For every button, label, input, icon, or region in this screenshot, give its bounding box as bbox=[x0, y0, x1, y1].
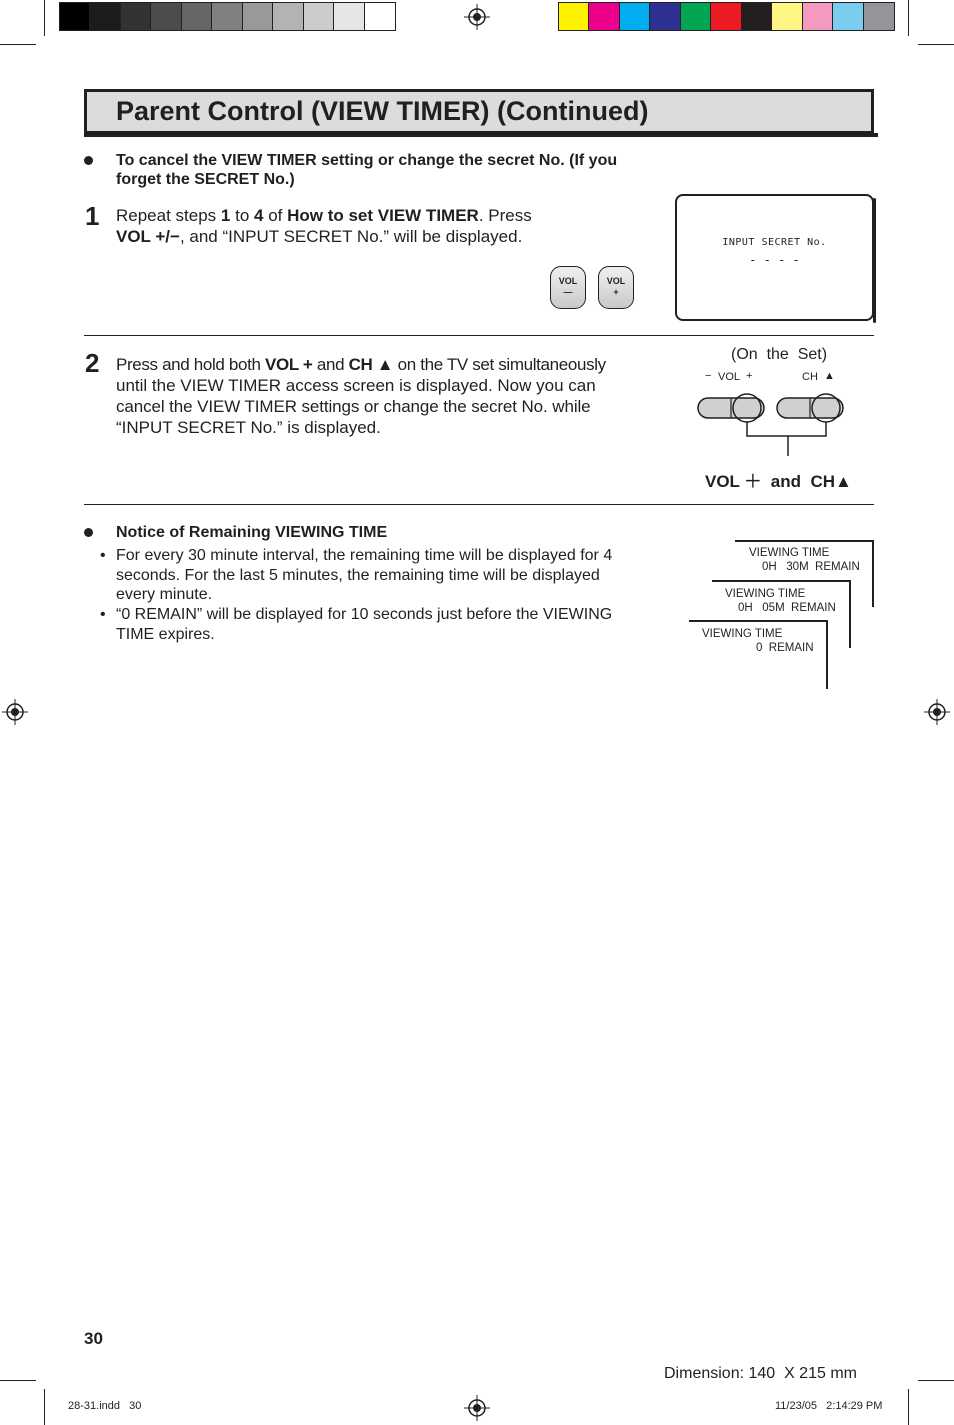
color-swatch bbox=[803, 3, 833, 30]
viewing-time-label: VIEWING TIME bbox=[749, 547, 830, 559]
color-swatch bbox=[681, 3, 711, 30]
viewing-time-remain: 0H 30M REMAIN bbox=[762, 561, 860, 573]
notice-bullet-1: • bbox=[100, 547, 106, 564]
viewing-time-box-0 bbox=[702, 627, 814, 655]
panel-ch-arrow: ▲ bbox=[824, 370, 835, 382]
vol-plus-label: VOL bbox=[606, 276, 626, 286]
box-border bbox=[712, 580, 850, 582]
dimension-note: Dimension: 140 X 215 mm bbox=[664, 1365, 857, 1382]
notice-item-2-line2: TIME expires. bbox=[116, 625, 215, 643]
crop-mark bbox=[44, 0, 45, 36]
color-swatch bbox=[772, 3, 802, 30]
step2-text bbox=[116, 354, 640, 438]
crop-mark bbox=[918, 44, 954, 45]
text-run: 4 bbox=[254, 206, 264, 225]
ch-button-pair bbox=[777, 398, 843, 418]
on-set-label: (On the Set) bbox=[731, 346, 828, 363]
text-run: Repeat steps bbox=[116, 206, 221, 225]
viewing-time-label: VIEWING TIME bbox=[702, 628, 783, 640]
viewing-time-label: VIEWING TIME bbox=[725, 588, 806, 600]
box-border bbox=[849, 580, 851, 648]
step2-caption: VOL ＋ and CH▲ bbox=[705, 472, 852, 491]
panel-vol-plus: + bbox=[746, 370, 753, 382]
registration-mark-icon bbox=[2, 699, 28, 725]
step-number: 2 bbox=[85, 348, 100, 378]
notice-item-1 bbox=[116, 546, 646, 605]
crop-mark bbox=[918, 1380, 954, 1381]
divider bbox=[84, 335, 874, 336]
color-swatch bbox=[365, 3, 395, 30]
vol-minus-button bbox=[550, 266, 586, 309]
color-swatch bbox=[559, 3, 589, 30]
box-border bbox=[689, 620, 827, 622]
bullet-icon bbox=[84, 528, 93, 537]
cancel-heading-line1: To cancel the VIEW TIMER setting or change the secret No. (If you bbox=[116, 152, 618, 169]
color-swatch bbox=[833, 3, 863, 30]
color-swatch bbox=[334, 3, 364, 30]
text-run: , and “INPUT SECRET No.” will be displayed. bbox=[179, 227, 523, 246]
notice-heading: Notice of Remaining VIEWING TIME bbox=[116, 524, 388, 541]
crop-mark bbox=[0, 44, 36, 45]
screen-label: INPUT SECRET No. bbox=[722, 237, 827, 248]
box-border bbox=[872, 540, 874, 607]
panel-vol-minus: − bbox=[705, 370, 712, 382]
viewing-time-remain: 0H 05M REMAIN bbox=[738, 602, 836, 614]
notice-item-1-line2: seconds. For the last 5 minutes, the remaining time will be displayed bbox=[116, 566, 600, 584]
registration-mark-icon bbox=[464, 4, 490, 30]
color-swatch bbox=[182, 3, 212, 30]
crop-mark bbox=[908, 1389, 909, 1425]
viewing-time-box-30m bbox=[749, 546, 860, 574]
text-run: of bbox=[263, 206, 288, 225]
color-swatch bbox=[243, 3, 273, 30]
page-number: 30 bbox=[84, 1329, 103, 1348]
text-run: 1 bbox=[220, 206, 231, 225]
color-swatch bbox=[273, 3, 303, 30]
registration-mark-icon bbox=[464, 1395, 490, 1421]
vol-minus-sign: — bbox=[563, 287, 573, 297]
color-swatch bbox=[864, 3, 894, 30]
tv-screen bbox=[675, 194, 874, 321]
color-swatch bbox=[742, 3, 772, 30]
box-border bbox=[735, 540, 873, 542]
step2-line3: cancel the VIEW TIMER settings or change the secret No. while bbox=[116, 397, 591, 416]
registration-mark-icon bbox=[924, 699, 950, 725]
text-run: Press and hold both bbox=[116, 355, 265, 374]
color-swatch bbox=[90, 3, 120, 30]
viewing-time-box-05m bbox=[725, 587, 836, 615]
vol-minus-label: VOL bbox=[558, 276, 578, 286]
page-title: Parent Control (VIEW TIMER) (Continued) bbox=[116, 96, 649, 126]
color-bar bbox=[558, 2, 895, 31]
step1-text-line1 bbox=[116, 205, 532, 226]
text-run: and bbox=[312, 355, 349, 374]
text-run: to bbox=[230, 206, 254, 225]
crop-mark bbox=[0, 1380, 36, 1381]
color-swatch bbox=[151, 3, 181, 30]
color-swatch bbox=[304, 3, 334, 30]
step-number: 1 bbox=[85, 201, 100, 231]
color-swatch bbox=[650, 3, 680, 30]
vol-plus-button bbox=[598, 266, 634, 309]
text-run: How to set VIEW TIMER bbox=[287, 206, 479, 225]
vol-plus-sign: + bbox=[613, 287, 619, 297]
color-swatch bbox=[121, 3, 151, 30]
step2-line2: until the VIEW TIMER access screen is displayed. Now you can bbox=[116, 376, 596, 395]
step2-line1 bbox=[116, 354, 640, 375]
grayscale-bar bbox=[59, 2, 396, 31]
notice-bullet-2: • bbox=[100, 606, 106, 623]
viewing-time-remain: 0 REMAIN bbox=[756, 642, 814, 654]
cancel-heading-line2: forget the SECRET No.) bbox=[116, 171, 295, 188]
notice-item-1-line3: every minute. bbox=[116, 586, 213, 603]
color-swatch bbox=[711, 3, 741, 30]
color-swatch bbox=[60, 3, 90, 30]
color-swatch bbox=[589, 3, 619, 30]
crop-mark bbox=[908, 0, 909, 36]
text-run: VOL + bbox=[264, 355, 313, 374]
panel-ch-label: CH bbox=[802, 371, 818, 383]
color-swatch bbox=[620, 3, 650, 30]
panel-vol-label: VOL bbox=[718, 371, 741, 383]
color-swatch bbox=[212, 3, 242, 30]
notice-item-2 bbox=[116, 605, 646, 644]
step1-text-line2 bbox=[116, 226, 522, 247]
bullet-icon bbox=[84, 156, 93, 165]
text-run: CH ▲ bbox=[348, 355, 394, 374]
tv-panel-buttons-diagram bbox=[690, 390, 850, 465]
vol-button-pair bbox=[698, 398, 764, 418]
notice-item-1-line1: For every 30 minute interval, the remaining time will be displayed for 4 bbox=[116, 547, 613, 564]
crop-mark bbox=[44, 1389, 45, 1425]
step2-line4: “INPUT SECRET No.” is displayed. bbox=[116, 418, 381, 437]
text-run: on the TV set simultaneously bbox=[393, 355, 606, 374]
divider bbox=[84, 504, 874, 505]
notice-item-2-line1: “0 REMAIN” will be displayed for 10 seconds just before the VIEWING bbox=[116, 606, 613, 623]
screen-dashes: - - - - bbox=[749, 253, 800, 267]
text-run: . Press bbox=[478, 206, 532, 225]
date-info: 11/23/05 2:14:29 PM bbox=[775, 1400, 883, 1412]
file-info: 28-31.indd 30 bbox=[68, 1400, 142, 1412]
box-border bbox=[826, 620, 828, 689]
text-run: VOL +/− bbox=[116, 227, 180, 246]
